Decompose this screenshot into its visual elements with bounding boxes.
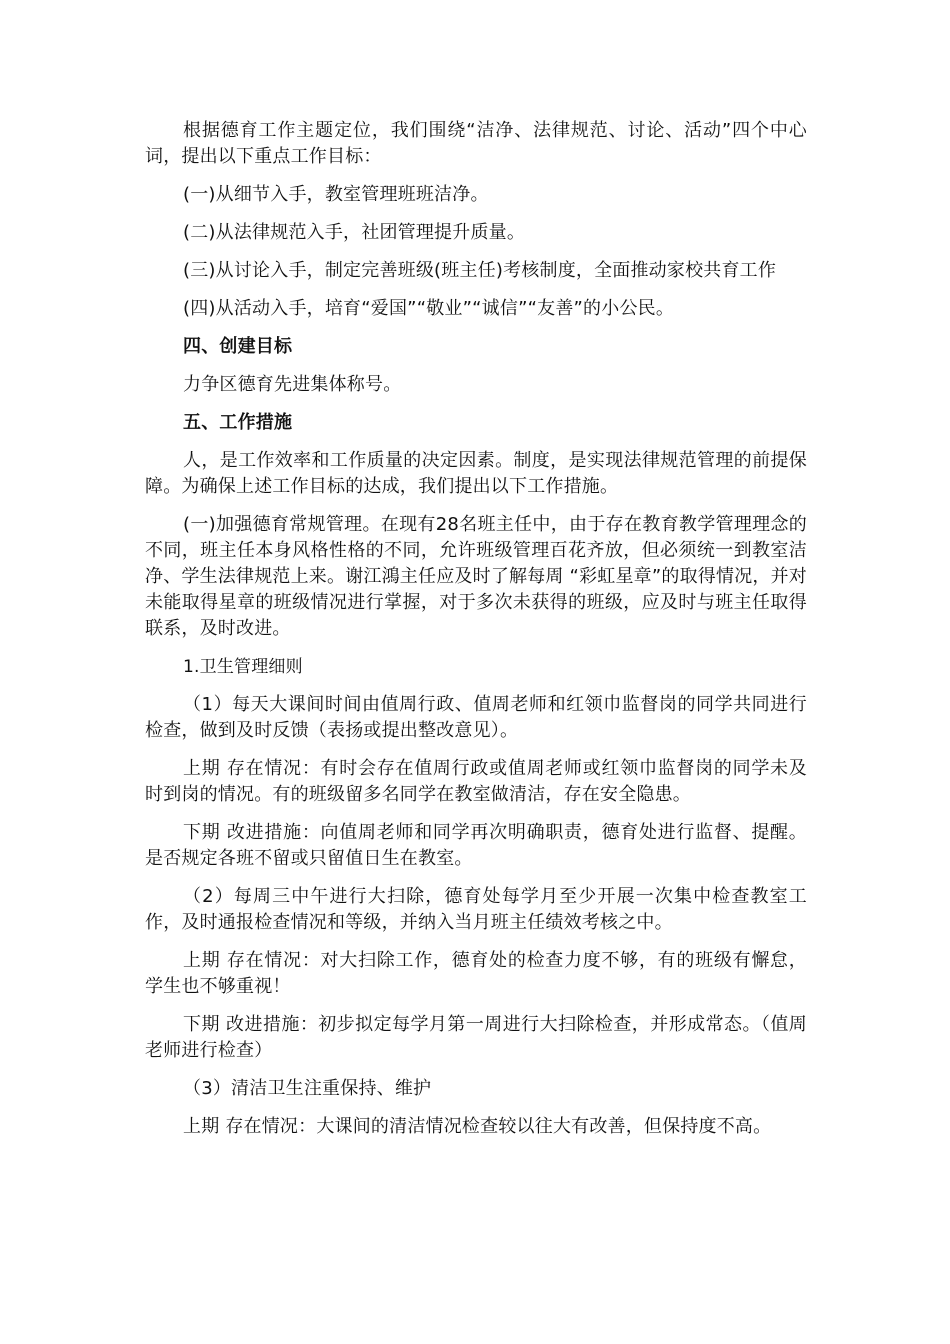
paragraph-measures-intro: 人，是工作效率和工作质量的决定因素。制度，是实现法律规范管理的前提保障。为确保上述工作目标的达成，我们提出以下工作措施。 (145, 450, 807, 497)
subheading-hygiene-rules: 1.卫生管理细则 (183, 657, 303, 677)
document-page (145, 118, 807, 1152)
paragraph-rule-3-previous: 上期 存在情况：大课间的清洁情况检查较以往大有改善，但保持度不高。 (183, 1116, 772, 1137)
paragraph-intro: 根据德育工作主题定位，我们围绕“洁净、法律规范、讨论、活动”四个中心词，提出以下重点工作目标： (145, 120, 807, 167)
section-heading-4: 四、创建目标 (183, 336, 293, 357)
paragraph-measure-1: (一)加强德育常规管理。在现有28名班主任中，由于存在教育教学管理理念的不同，班主任本身风格性格的不同，允许班级管理百花齐放，但必须统一到教室洁净、学生法律规范上来。谢江鴻主任应及时了解每周 “彩虹星章”的取得情况，并对未能取得星章的班级情况进行掌握，对于多次未获得的班级，应及时与班主任取得联系，及时改进。 (145, 514, 807, 639)
paragraph-goal-4: (四)从活动入手，培育“爱国”“敬业”“诚信”“友善”的小公民。 (183, 298, 675, 319)
paragraph-target: 力争区德育先进集体称号。 (183, 374, 402, 395)
paragraph-goal-1: (一)从细节入手，教室管理班班洁净。 (183, 184, 489, 205)
paragraph-rule-1-next: 下期 改进措施：向值周老师和同学再次明确职责，德育处进行监督、提醒。是否规定各班不留或只留值日生在教室。 (145, 822, 807, 869)
paragraph-rule-2: （2）每周三中午进行大扫除，德育处每学月至少开展一次集中检查教室工作，及时通报检查情况和等级，并纳入当月班主任绩效考核之中。 (145, 886, 807, 933)
paragraph-rule-3: （3）清洁卫生注重保持、维护 (183, 1078, 432, 1099)
paragraph-rule-1: （1）每天大课间时间由值周行政、值周老师和红领巾监督岗的同学共同进行检查，做到及时反馈（表扬或提出整改意见）。 (145, 694, 807, 741)
paragraph-goal-2: (二)从法律规范入手，社团管理提升质量。 (183, 222, 526, 243)
paragraph-rule-2-previous: 上期 存在情况：对大扫除工作，德育处的检查力度不够，有的班级有懈怠，学生也不够重视！ (145, 950, 807, 997)
paragraph-goal-3: (三)从讨论入手，制定完善班级(班主任)考核制度，全面推动家校共育工作 (183, 260, 777, 281)
section-heading-5: 五、工作措施 (183, 412, 293, 433)
paragraph-rule-2-next: 下期 改进措施：初步拟定每学月第一周进行大扫除检查，并形成常态。（值周老师进行检查） (145, 1014, 807, 1061)
paragraph-rule-1-previous: 上期 存在情况：有时会存在值周行政或值周老师或红领巾监督岗的同学未及时到岗的情况。有的班级留多名同学在教室做清洁，存在安全隐患。 (145, 758, 807, 805)
